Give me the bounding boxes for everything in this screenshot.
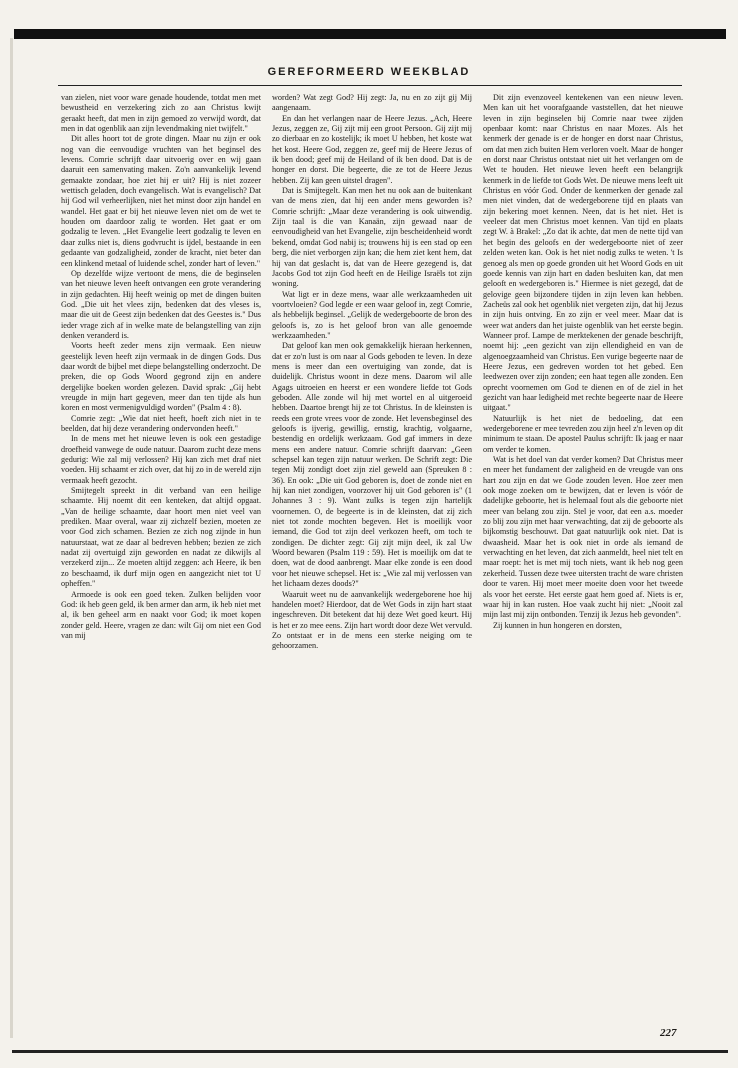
top-rule [14, 29, 726, 39]
paragraph: Zij kunnen in hun hongeren en dorsten, [493, 620, 622, 630]
paragraph: Dat geloof kan men ook gemakkelijk hieraan herkennen, dat er zo'n lust is om naar al Gods geboden te leven. In deze mens is meer dan een overtuiging van zonde, dat is duidelijk. Christus woont in deze mens. Daarom wil alle Agags uitroeien en heerst er een wondere liefde tot Gods geboden. Alle zonde wil hij met wortel en al uitgeroeid hebben. Daartoe brengt hij ze tot Christus. In de kleinsten is reeds een grote vrees voor de zonde. Het levensbeginsel des geloofs is ijverig, gewillig, ernstig, krachtig, volgaarne, bestendig en ordelijk werkzaam. God gaf immers in deze mens een andere natuur. Comrie schrijft daarvan: „Geen schepsel kan tegen zijn natuur werken. De Schrift zegt: Die tegen Mij zondigt doet zijn ziel geweld aan (Spreuken 8 : 36). En ook: „Die uit God geboren is, doet de zonde niet en hij kan niet zondigen, voorzover hij uit God geboren is" (1 Johannes 3 : 9). Want zulks is tegen zijn hartelijk voornemen. O, de begeerte is in de kleinsten, dat zij zich niet tot zonde mochten begeven. Het is moeilijk voor iemand, die God tot zijn deel verkozen heeft, om toch te zondigen. De dichter zegt: Gij zijt mijn deel, ik zal Uw Woord bewaren (Psalm 119 : 59). Het is moeilijk om dat te doen, wat de dood aanbrengt. Maar elke zonde is een dood voor het nieuwe schepsel. Het is: „Wie zal mij verlossen van het lichaam dezes doods?" [272, 341, 472, 589]
page-number: 227 [660, 1027, 677, 1039]
paragraph: Dit alles hoort tot de grote dingen. Maar nu zijn er ook nog van die eenvoudige vruchten van het beginsel des levens. Comrie schrijft daar uitvoerig over en wij gaan daaruit een samenvating maken. Zo'n aanvankelijk levend gemaakte zondaar, hoe ziet hij er uit? Hij is niet zozeer wettisch geladen, doch evangelisch. Wat is evangelisch? Dat hij God wil verheerlijken, niet het minst door zijn handel en wandel. Het gaat er bij het nieuwe leven niet om de wet te houden om daardoor zalig te worden. Het gaat er om godzalig te leven. „Het Evangelie leert godzalig te leven en daar zulks niet is, diens godvrucht is ijdel, bestaande in een gedaante van godzaligheid, zonder de kracht, niet beter dan een klinkend metaal of luidende schel, zonder hart of leven." [61, 134, 261, 268]
header-rule [58, 85, 682, 86]
bottom-rule [12, 1050, 728, 1053]
paragraph: En dan het verlangen naar de Heere Jezus. „Ach, Heere Jezus, zeggen ze, Gij zijt mij een groot Persoon. Gij zijt mij zo dierbaar en zo kostelijk; ik moet U hebben, het koste wat het kost. Heere God, zeggen ze, geef mij de Heere Jezus of ik ben dood; geef mij de Heiland of ik ben dood. Dat is de honger en dorst. Die begeerte, die ze tot de Heere Jezus hebben. Zij kan geen uitstel dragen". [272, 113, 472, 185]
text-column-3 [483, 93, 683, 1021]
paragraph: van zielen, niet voor ware genade houdende, totdat men met bewustheid en verzekering zich zo aan Christus kwijt geraakt heeft, dat men in zijn gemoed zo verwijd wordt, dat men in dat ogenblik aan zijn levendmaking niet twijfelt." [61, 93, 261, 134]
paragraph: Comrie zegt: „Wie dat niet heeft, hoeft zich niet in te beelden, dat hij deze verandering ondervonden heeft." [61, 413, 261, 433]
paragraph: Wat ligt er in deze mens, waar alle werkzaamheden uit voortvloeien? God legde er een waar geloof in, zegt Comrie, als hebbelijk beginsel. „Gelijk de wedergeboorte de bron des geloofs is, zo is het geloof bron van alle genoemde werkzaamheden." [272, 289, 472, 340]
paragraph: Dat is Smijtegelt. Kan men het nu ook aan de buitenkant van de mens zien, dat hij een ander mens geworden is? Comrie schrijft: „Maar deze verandering is ook uitwendig. Zijn taal is die van Kanaän, zijn gewaad naar de eenvoudigheid van het Evangelie, zijn bescheidenheid wordt bekend, omdat God nabij is; trouwens hij is een stad op een berg, die niet verborgen zijn kan; die hem ziet kent hem, dat hij van dat geslacht is, dat van de Heere gezegend is, dat Jacobs God tot zijn God heeft en de Heilige Israëls tot zijn woning. [272, 186, 472, 289]
paragraph: Armoede is ook een goed teken. Zulken belijden voor God: ik heb geen geld, ik ben armer dan arm, ik heb niet met al, ik ben geheel arm en naakt voor God; ik moet kopen zonder geld. Heere, vragen ze dan: wilt Gij om niet een God van mij [61, 589, 261, 640]
running-head: GEREFORMEERD WEEKBLAD [267, 66, 471, 78]
paragraph: worden? Wat zegt God? Hij zegt: Ja, nu en zo zijt gij Mij aangenaam. [272, 93, 472, 113]
paragraph: Dit zijn evenzoveel kentekenen van een nieuw leven. Men kan uit het voorafgaande vaststellen, dat het nieuwe leven in zijn beginselen bij Comrie naar twee zijden openbaar komt: naar Christus en naar Mozes. Als het kenmerk der genade is er de honger en dorst naar Christus, om dat men zich buiten Hem verloren voelt. Maar de honger en dorst naar Christus ontstaat niet uit het verlangen om de Wet te houden. Het nieuwe leven heeft een belangrijk kenmerk in de liefde tot Gods Wet. De nieuwe mens leeft uit Christus en vóór God. Onder de kenmerken der genade zal men niet vinden, dat de wedergeborene tijd en plaats van zijn bekering moet kennen. Neen, dat is het niet. Het is veeleer dat men Christus moet kennen. Van tijd en plaats zegt W. à Brakel: „Zo dat ik achte, dat men de nette tijd van het begin des geloofs en der wedergeboorte niet of zeer zelden weten kan. Ook is het niet nodig zulks te weten. 't Is genoeg als men op goede gronden uit het Woord Gods en uit goede kennis van zijn hart en daden besluiten kan, dat men gelooft en wedergeboren is." Hiermee is niet gezegd, dat de gelovige geen bijzondere tijden in zijn leven kan hebben. Zacheüs zal ook het ogenblik niet vergeten zijn, dat hij Jezus in zijn huis ontving. En zo zijn er veel meer. Maar dat is weer wat anders dan het juiste ogenblik van het eerste begin. Wanneer prof. Lampe de merktekenen der genade beschrijft, noemt hij: „een gezicht van zijn ellendigheid en van de algenoegzaamheid van Christus. Een vurige begeerte naar de Heere Jezus, een gedreven worden tot het gebed. Een leedwezen over zijn zonden; een haat tegen alle zonden. Een oprecht voornemen om God te dienen en of de ziel in het gezicht van haar ledigheid met rechte begeerte naar de Heere uitgaat." [483, 93, 683, 413]
paragraph: Smijtegelt spreekt in dit verband van een heilige schaamte. Hij noemt dit een kenteken, dat altijd opgaat. „Van de heilige schaamte, daar hoort men niet veel van prediken. Maar overal, waar zij zichzelf bezien, moeten ze voor God zich schamen. Bezien ze zich nog zijnde in hun natuurstaat, wat ze daar al bedreven hebben; bezien ze zich nadat zij overtuigd zijn geworden en nadat ze dikwijls al verzekerd zijn... Ze moeten altijd zeggen: ach Heere, ik ben zo beschaamd, ik durf mijn ogen en aangezicht niet tot U opheffen." [61, 486, 261, 589]
paragraph: Wat is het doel van dat verder komen? Dat Christus meer en meer het fundament der zaligheid en de vreugde van ons hart zou zijn en dat we Gode zouden leven. Hoe zeer men ook moge zoeken om te bewijzen, dat er leven is vóór de dadelijke geboorte, het is helemaal fout als die geboorte niet meer van belang zou zijn. Stel je voor, dat een a.s. moeder zo blij zou zijn met haar verwachting, dat zij de geboorte als bijkomstig beschouwt. Dat gaat natuurlijk ook niet. Dat is dwaasheid. Maar het is ook niet in orde als iemand de verwachting en het leven, dat zich aanmeldt, heel niet telt en maar roept: het is met mij toch niets, want ik heb nog geen zekerheid. Tussen deze twee uitersten tracht de ware christen door te varen. Hij moet meer moeite doen voor het tweede als voor het eerste. Het eerste gaat hem goed af. Niets is er, waar hij in kan rusten. Hoe vaak zucht hij niet: „Nooit zal mijn last mij zijn ontbonden. Tenzij ik Jezus heb gevonden". [483, 455, 683, 620]
paragraph: In de mens met het nieuwe leven is ook een gestadige droefheid vanwege de oude natuur. Daarom zucht deze mens gedurig: Wie zal mij verlossen? Hij kan zich met draf niet voeden. Hij schaamt er zich over, dat hij zo in de wereld zijn vermaak heeft gezocht. [61, 434, 261, 485]
paragraph: Waaruit weet nu de aanvankelijk wedergeborene hoe hij handelen moet? Hierdoor, dat de Wet Gods in zijn hart staat ingeschreven. Dit betekent dat hij deze Wet goed keurt. Hij is het er zo mee eens. Zijn hart wordt door deze Wet vervuld. Zo ontstaat er in de mens een sterke neiging om te gehoorzamen. [272, 589, 472, 651]
paragraph: Op dezelfde wijze vertoont de mens, die de beginselen van het nieuwe leven heeft ontvangen een grote verandering in zijn gedachten. Hij heeft weinig op met de dingen buiten God. „Die uit het vlees zijn, bedenken dat des vleses is, maar die uit de Geest zijn bedenken dat des Geestes is." Dus ieder vrage zich af in welke mate de belangstelling van zijn denken veranderd is. [61, 268, 261, 340]
paragraph: Voorts heeft zeder mens zijn vermaak. Een nieuw geestelijk leven heeft zijn vermaak in de dingen Gods. Dus daar wordt de bijbel met diepe belangstelling onderzocht. De preken, die op Gods Woord gegrond zijn en andere dergelijke boeken worden gelezen. David sprak: „Gij hebt vreugde in mijn hart gegeven, meer dan ten tijde als hun koren en most vermenigvuldigd worden" (Psalm 4 : 8). [61, 341, 261, 413]
text-column-1 [61, 93, 261, 1021]
text-column-2 [272, 93, 472, 1021]
page-edge-shadow [10, 38, 13, 1038]
paragraph: Natuurlijk is het niet de bedoeling, dat een wedergeborene er mee tevreden zou zijn heel z'n leven op dit minimum te staan. De apostel Paulus schrijft: Ik jaag er naar om verder te komen. [483, 413, 683, 454]
